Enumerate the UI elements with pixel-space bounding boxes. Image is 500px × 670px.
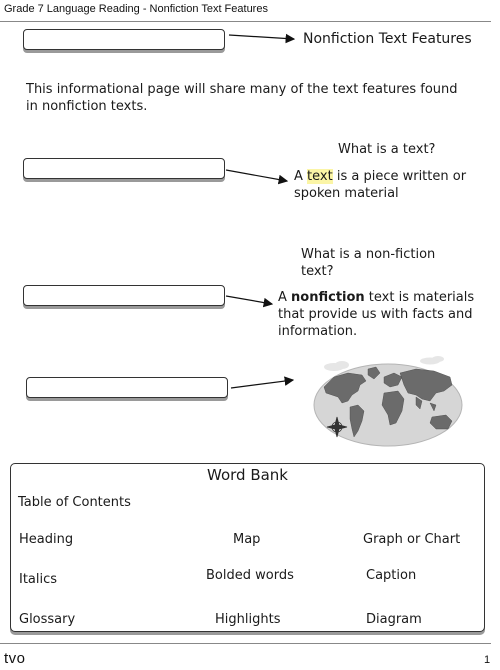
question-what-is-text: What is a text?	[338, 142, 436, 157]
word-heading: Heading	[19, 532, 74, 547]
definition-text: A text is a piece written or spoken material	[294, 169, 467, 201]
word-bank-title: Word Bank	[207, 466, 288, 484]
highlighted-word: text	[307, 169, 333, 184]
answer-blank-2[interactable]	[23, 158, 225, 179]
arrow-3	[226, 296, 272, 304]
answer-blank-4[interactable]	[26, 377, 228, 398]
answer-blank-1[interactable]	[23, 29, 225, 50]
word-table-of-contents: Table of Contents	[18, 495, 131, 510]
word-highlights: Highlights	[215, 612, 281, 627]
word-diagram: Diagram	[366, 612, 422, 627]
question-what-is-nonfiction: What is a non-fiction text?	[301, 247, 436, 279]
footer-divider	[0, 643, 491, 644]
feature-label-nonfiction-text-features: Nonfiction Text Features	[303, 31, 472, 47]
word-glossary: Glossary	[19, 612, 76, 627]
arrow-4	[231, 380, 293, 388]
word-graph-or-chart: Graph or Chart	[363, 532, 461, 547]
word-caption: Caption	[366, 568, 417, 583]
world-map-image	[312, 355, 464, 450]
word-map: Map	[233, 532, 261, 547]
bolded-word: nonfiction	[291, 290, 365, 305]
word-bank-box	[10, 463, 485, 632]
tvo-logo: tvo	[4, 650, 26, 667]
arrow-2	[226, 170, 287, 181]
document-header-title: Grade 7 Language Reading - Nonfiction Text Features	[4, 3, 268, 15]
page-number: 1	[484, 654, 491, 666]
intro-paragraph: This informational page will share many of the text features found in nonfiction texts.	[26, 82, 458, 114]
word-italics: Italics	[19, 572, 58, 587]
word-bolded-words: Bolded words	[206, 568, 294, 583]
answer-blank-3[interactable]	[23, 285, 225, 306]
definition-nonfiction: A nonfiction text is materials that provide us with facts and information.	[278, 290, 475, 339]
arrow-1	[229, 35, 294, 39]
